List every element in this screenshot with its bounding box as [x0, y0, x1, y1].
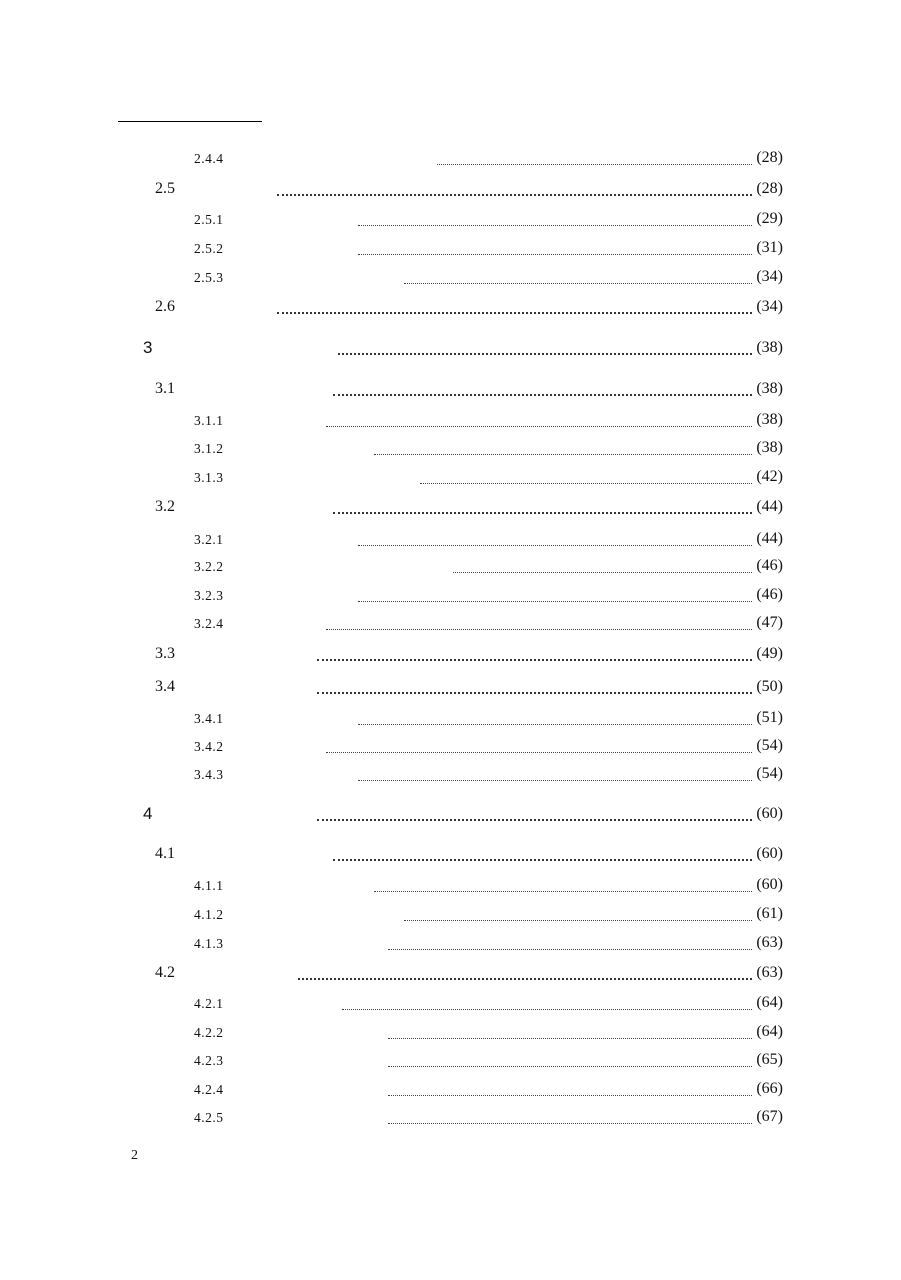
dot-leader [326, 752, 752, 753]
toc-entry[interactable] [0, 239, 901, 261]
dot-leader [358, 724, 752, 725]
toc-entry-page: (47) [756, 614, 783, 631]
dot-leader [317, 819, 752, 821]
toc-entry[interactable] [0, 468, 901, 490]
toc-entry-number: 3.4.2 [194, 739, 224, 754]
toc-entry[interactable] [0, 439, 901, 461]
toc-entry-page: (31) [756, 239, 783, 256]
toc-entry-page: (42) [756, 468, 783, 485]
toc-entry-number: 4.1.2 [194, 907, 224, 922]
toc-entry[interactable] [0, 498, 901, 520]
toc-entry[interactable] [0, 1023, 901, 1045]
dot-leader [404, 920, 752, 921]
toc-entry-number: 3.2.2 [194, 559, 224, 574]
toc-entry[interactable] [0, 298, 901, 320]
toc-entry-number: 3.1 [155, 380, 175, 397]
dot-leader [277, 194, 752, 196]
toc-entry-number: 4 [143, 804, 153, 823]
dot-leader [338, 353, 752, 355]
toc-entry-number: 4.2.5 [194, 1110, 224, 1125]
toc-entry[interactable] [0, 614, 901, 636]
toc-entry-number: 2.5.1 [194, 212, 224, 227]
toc-entry-number: 4.2 [155, 964, 175, 981]
toc-entry-page: (28) [756, 149, 783, 166]
dot-leader [298, 978, 752, 980]
toc-entry[interactable] [0, 678, 901, 700]
toc-entry-number: 3.2.3 [194, 588, 224, 603]
toc-entry[interactable] [0, 149, 901, 171]
toc-entry-page: (63) [756, 964, 783, 981]
toc-entry-page: (63) [756, 934, 783, 951]
toc-entry-number: 4.1.1 [194, 878, 224, 893]
toc-entry-page: (66) [756, 1080, 783, 1097]
toc-entry-page: (34) [756, 268, 783, 285]
toc-entry-page: (54) [756, 765, 783, 782]
toc-entry-page: (60) [756, 876, 783, 893]
dot-leader [277, 312, 752, 314]
toc-entry[interactable] [0, 845, 901, 867]
dot-leader [358, 780, 752, 781]
toc-entry-page: (38) [756, 380, 783, 397]
dot-leader [333, 859, 752, 861]
toc-entry[interactable] [0, 1108, 901, 1130]
toc-entry-page: (44) [756, 530, 783, 547]
toc-entry-page: (54) [756, 737, 783, 754]
toc-entry-page: (64) [756, 1023, 783, 1040]
toc-entry[interactable] [0, 645, 901, 667]
toc-entry-number: 3.1.1 [194, 413, 224, 428]
toc-entry[interactable] [0, 557, 901, 579]
toc-entry-number: 3.1.3 [194, 470, 224, 485]
dot-leader [388, 1123, 752, 1124]
dot-leader [388, 949, 752, 950]
toc-entry[interactable] [0, 411, 901, 433]
toc-entry-number: 2.4.4 [194, 151, 224, 166]
toc-entry-page: (49) [756, 645, 783, 662]
toc-entry-number: 2.5.3 [194, 270, 224, 285]
toc-entry-number: 3.2.4 [194, 616, 224, 631]
toc-entry[interactable] [0, 994, 901, 1016]
dot-leader [453, 572, 752, 573]
toc-entry-number: 3.3 [155, 645, 175, 662]
toc-entry[interactable] [0, 934, 901, 956]
toc-entry[interactable] [0, 1080, 901, 1102]
toc-entry-number: 4.2.3 [194, 1053, 224, 1068]
toc-entry-number: 3.1.2 [194, 441, 224, 456]
toc-entry-page: (28) [756, 180, 783, 197]
toc-entry-page: (64) [756, 994, 783, 1011]
toc-entry-page: (51) [756, 709, 783, 726]
toc-entry-page: (50) [756, 678, 783, 695]
toc-entry[interactable] [0, 964, 901, 986]
dot-leader [374, 891, 752, 892]
toc-entry[interactable] [0, 268, 901, 290]
toc-entry-page: (67) [756, 1108, 783, 1125]
dot-leader [437, 164, 752, 165]
toc-entry-page: (65) [756, 1051, 783, 1068]
toc-entry-number: 4.1 [155, 845, 175, 862]
dot-leader [358, 254, 752, 255]
toc-entry-number: 4.2.4 [194, 1082, 224, 1097]
dot-leader [388, 1066, 752, 1067]
toc-entry-number: 4.1.3 [194, 936, 224, 951]
toc-entry[interactable] [0, 1051, 901, 1073]
toc-entry[interactable] [0, 339, 901, 361]
toc-entry[interactable] [0, 530, 901, 552]
toc-entry[interactable] [0, 805, 901, 827]
dot-leader [388, 1038, 752, 1039]
dot-leader [420, 483, 752, 484]
dot-leader [374, 454, 752, 455]
toc-entry[interactable] [0, 905, 901, 927]
toc-entry-number: 2.5.2 [194, 241, 224, 256]
dot-leader [333, 512, 752, 514]
toc-entry-page: (60) [756, 845, 783, 862]
dot-leader [326, 426, 752, 427]
toc-entry-page: (61) [756, 905, 783, 922]
toc-entry-page: (38) [756, 339, 783, 356]
toc-entry-page: (60) [756, 805, 783, 822]
dot-leader [317, 692, 752, 694]
toc-entry-number: 2.5 [155, 180, 175, 197]
toc-entry-page: (29) [756, 210, 783, 227]
dot-leader [342, 1009, 752, 1010]
dot-leader [317, 659, 752, 661]
toc-entry-number: 3.4.1 [194, 711, 224, 726]
toc-entry-page: (38) [756, 411, 783, 428]
toc-entry-number: 3.2 [155, 498, 175, 515]
toc-entry-number: 3.4.3 [194, 767, 224, 782]
toc-entry[interactable] [0, 586, 901, 608]
toc-entry-page: (46) [756, 586, 783, 603]
toc-entry-number: 3.4 [155, 678, 175, 695]
toc-entry-page: (44) [756, 498, 783, 515]
page-number: 2 [131, 1148, 138, 1163]
toc-entry-number: 2.6 [155, 298, 175, 315]
dot-leader [358, 601, 752, 602]
toc-entry[interactable] [0, 765, 901, 787]
toc-entry-page: (34) [756, 298, 783, 315]
toc-entry-number: 4.2.2 [194, 1025, 224, 1040]
dot-leader [326, 629, 752, 630]
toc-entry[interactable] [0, 876, 901, 898]
toc-entry-page: (46) [756, 557, 783, 574]
toc-entry-page: (38) [756, 439, 783, 456]
toc-entry[interactable] [0, 210, 901, 232]
dot-leader [358, 225, 752, 226]
toc-entry[interactable] [0, 709, 901, 731]
toc-entry-number: 3.2.1 [194, 532, 224, 547]
toc-entry[interactable] [0, 180, 901, 202]
dot-leader [333, 394, 752, 396]
dot-leader [404, 283, 752, 284]
toc-entry-number: 3 [143, 338, 153, 357]
toc-entry-number: 4.2.1 [194, 996, 224, 1011]
toc-entry[interactable] [0, 737, 901, 759]
dot-leader [358, 545, 752, 546]
dot-leader [388, 1095, 752, 1096]
toc-entry[interactable] [0, 380, 901, 402]
